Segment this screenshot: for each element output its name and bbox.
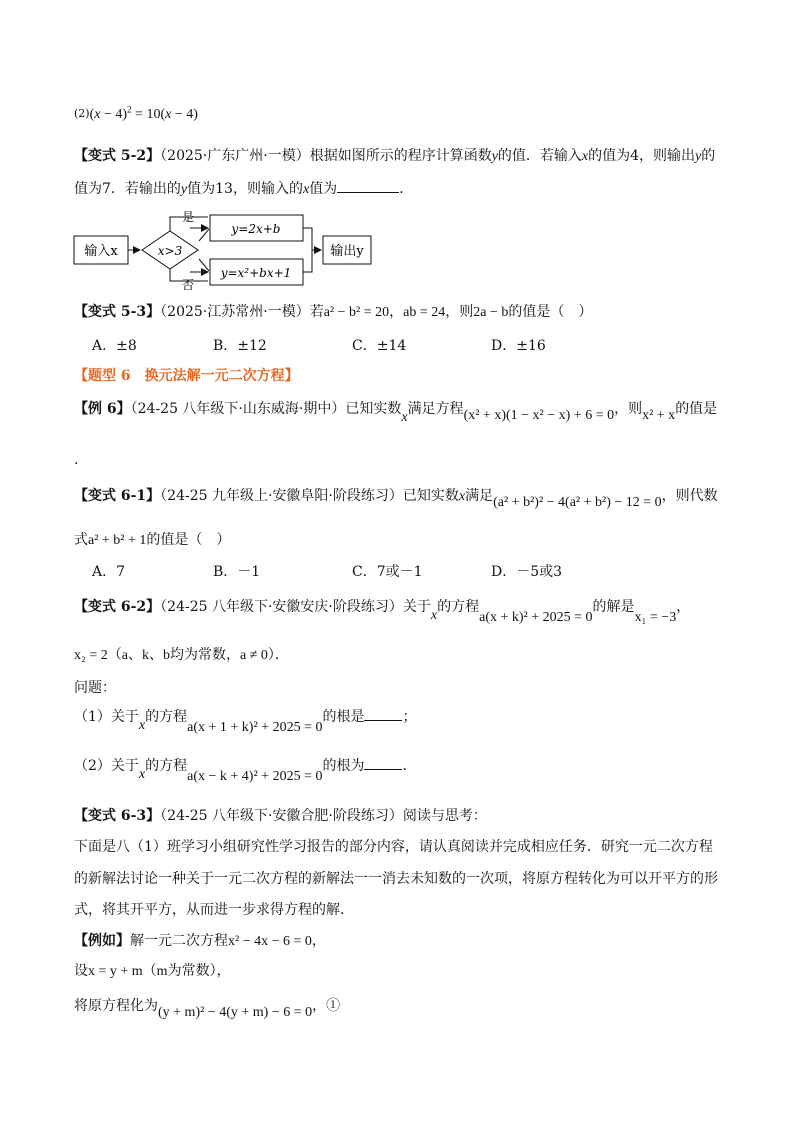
q63-para2: 的新解法讨论一种关于一元二次方程的新解法一一消去未知数的一次项，将原方程转化为可以开平方的形 [74, 871, 718, 887]
q63-example [74, 931, 326, 952]
q53-option-d: D．±16 [491, 338, 546, 354]
q52-line2c: 值为 [309, 181, 338, 197]
ex6-text3: ，则 [614, 401, 643, 417]
flow-condition-diamond [142, 231, 198, 269]
q62-tag: 【变式 6-2】 [74, 599, 161, 615]
q62-sub1-pre: （1）关于 [74, 709, 139, 725]
q62-sub2-eq: a(x − k + 4)² + 2025 = 0 [187, 769, 323, 784]
q61-option-d: D．－5或3 [491, 564, 563, 580]
q62-sub1-mid: 的方程 [145, 709, 188, 725]
q62-line2: x₂ = 2（a、k、b均为常数，a ≠ 0）． [74, 648, 289, 663]
q62-sub2 [74, 756, 417, 784]
q62-sub2-end: 的根为 [322, 758, 365, 774]
q62-sub1-eq: a(x + 1 + k)² + 2025 = 0 [187, 720, 323, 735]
q62-sub2-tail: ． [402, 758, 417, 774]
ex6-expr: x² + x [642, 408, 676, 423]
q62-sub2-mid: 的方程 [145, 758, 188, 774]
q62-sub2-pre: （2）关于 [74, 758, 139, 774]
q53-option-c: C．±14 [352, 338, 407, 354]
flow-no-label: 否 [182, 278, 195, 292]
flow-func2-box [210, 259, 303, 285]
q61-eq: (a² + b²)² − 4(a² + b²) − 12 = 0 [493, 495, 662, 510]
q63-source: （24-25 八年级下·安徽合肥·阶段练习） [160, 808, 403, 824]
q61-var: x [458, 489, 466, 504]
q52-line1 [74, 146, 715, 167]
q52-line2b: 值为13，则输入的 [187, 181, 303, 197]
q63-text: 阅读与思考： [402, 808, 487, 824]
q62-eq: a(x + k)² + 2025 = 0 [479, 610, 593, 625]
q61-text3: ，则代数 [661, 488, 718, 504]
flow-func1-label: y=2x+b [231, 222, 281, 236]
flow-input-label: 输入x [84, 244, 118, 259]
q63-para1: 下面是八（1）班学习小组研究性学习报告的部分内容，请认真阅读并完成相应任务．研究一元二次方程 [74, 839, 713, 855]
flow-output-box [323, 236, 371, 264]
q63-transform-eq: (y + m)² − 4(y + m) − 6 = 0 [158, 1005, 313, 1020]
q61-line2: 式a² + b² + 1的值是（ ） [74, 533, 231, 548]
q61-text1: 已知实数 [402, 488, 459, 504]
q52-text1: 根据如图所示的程序计算函数 [309, 148, 492, 164]
flow-func1-box [210, 215, 303, 241]
q52-var-x: x [581, 149, 589, 164]
q52-line2end: ． [399, 181, 414, 197]
q61-text2: 满足 [465, 488, 494, 504]
q62-source: （24-25 八年级下·安徽安庆·阶段练习） [160, 599, 403, 615]
equation-line-prev [74, 104, 198, 125]
ex6-source: （24-25 八年级下·山东威海·期中） [130, 401, 346, 417]
flow-func2-label: y=x²+bx+1 [220, 266, 292, 280]
q63-example-text: 解一元二次方程x² − 4x − 6 = 0， [130, 934, 326, 949]
q52-var-y2: y [695, 149, 702, 164]
q62-sub1-tail: ； [402, 709, 417, 725]
q52-line2 [74, 179, 413, 200]
q52-text3: 的值为4，则输出 [588, 148, 696, 164]
q63-transform-post: ，① [312, 998, 341, 1014]
q63-transform-pre: 将原方程化为 [74, 998, 158, 1014]
q52-text2: 的值．若输入 [497, 148, 582, 164]
q52-text4: 的 [701, 148, 716, 164]
q61-source: （24-25 九年级上·安徽阜阳·阶段练习） [160, 488, 403, 504]
q61-tag: 【变式 6-1】 [74, 488, 161, 504]
q52-var-y3: y [180, 182, 188, 197]
q52-var-x2: x [302, 182, 310, 197]
q62-sub2-var: x [138, 767, 146, 782]
q61-option-a: A．7 [92, 564, 126, 580]
q53-text: 若a² − b² = 20，ab = 24，则2a − b的值是（ ） [309, 305, 593, 320]
q63-let: 设x = y + m（m为常数）， [74, 964, 231, 979]
q62-ask: 问题： [74, 680, 116, 696]
q52-line2a: 值为7．若输出的 [74, 181, 181, 197]
ex6-text2: 满足方程 [407, 401, 464, 417]
topic-heading: 【题型 6 换元法解一元二次方程】 [74, 368, 299, 384]
ex6-tag: 【例 6】 [74, 401, 131, 417]
q61-option-c: C．7或－1 [352, 564, 423, 580]
answer-blank [364, 708, 402, 721]
equation-text: $(x - 4)^2 = 10(x - 4)$ [89, 104, 198, 122]
q62-line1 [74, 597, 691, 625]
ex6-text1: 已知实数 [345, 401, 402, 417]
q62-sol1: x₁ = −3 [634, 610, 677, 625]
q63-transform [74, 996, 341, 1020]
q53-source: （2025·江苏常州·一模） [160, 304, 310, 320]
q53-option-b: B．±12 [213, 338, 267, 354]
q62-text1: 关于 [402, 599, 431, 615]
q62-text2: 的方程 [437, 599, 480, 615]
q53-option-a: A．±8 [92, 338, 137, 354]
q62-sub1 [74, 707, 417, 735]
flow-output-label: 输出y [330, 244, 364, 259]
item-number: (2) [74, 107, 90, 120]
q61-option-b: B．－1 [213, 564, 261, 580]
q52-source: （2025·广东广州·一模） [160, 148, 310, 164]
q52-tag: 【变式 5-2】 [74, 148, 161, 164]
flow-input-box [74, 236, 128, 264]
ex6-line [74, 399, 718, 425]
ex6-tail: . [74, 452, 79, 468]
q53-tag: 【变式 5-3】 [74, 304, 161, 320]
q52-var-y: y [491, 149, 498, 164]
q62-sub1-var: x [138, 718, 146, 733]
q63-para3: 式，将其开平方，从而进一步求得方程的解． [74, 902, 354, 918]
q53-line [74, 302, 592, 323]
flowchart [70, 205, 380, 293]
q63-line1 [74, 806, 487, 826]
answer-blank [337, 180, 399, 193]
q62-comma: ， [676, 599, 691, 615]
ex6-var: x [401, 410, 408, 425]
q63-tag: 【变式 6-3】 [74, 808, 161, 824]
q62-sub1-end: 的根是 [322, 709, 365, 725]
flow-yes-label: 是 [182, 210, 195, 224]
answer-blank [364, 757, 402, 770]
flow-cond-label: x>3 [157, 244, 183, 258]
q61-line1 [74, 486, 718, 510]
q62-var: x [430, 608, 438, 623]
ex6-text4: 的值是 [675, 401, 718, 417]
ex6-eq: (x² + x)(1 − x² − x) + 6 = 0 [463, 408, 615, 423]
q62-text3: 的解是 [592, 599, 635, 615]
q63-example-tag: 【例如】 [74, 933, 130, 949]
